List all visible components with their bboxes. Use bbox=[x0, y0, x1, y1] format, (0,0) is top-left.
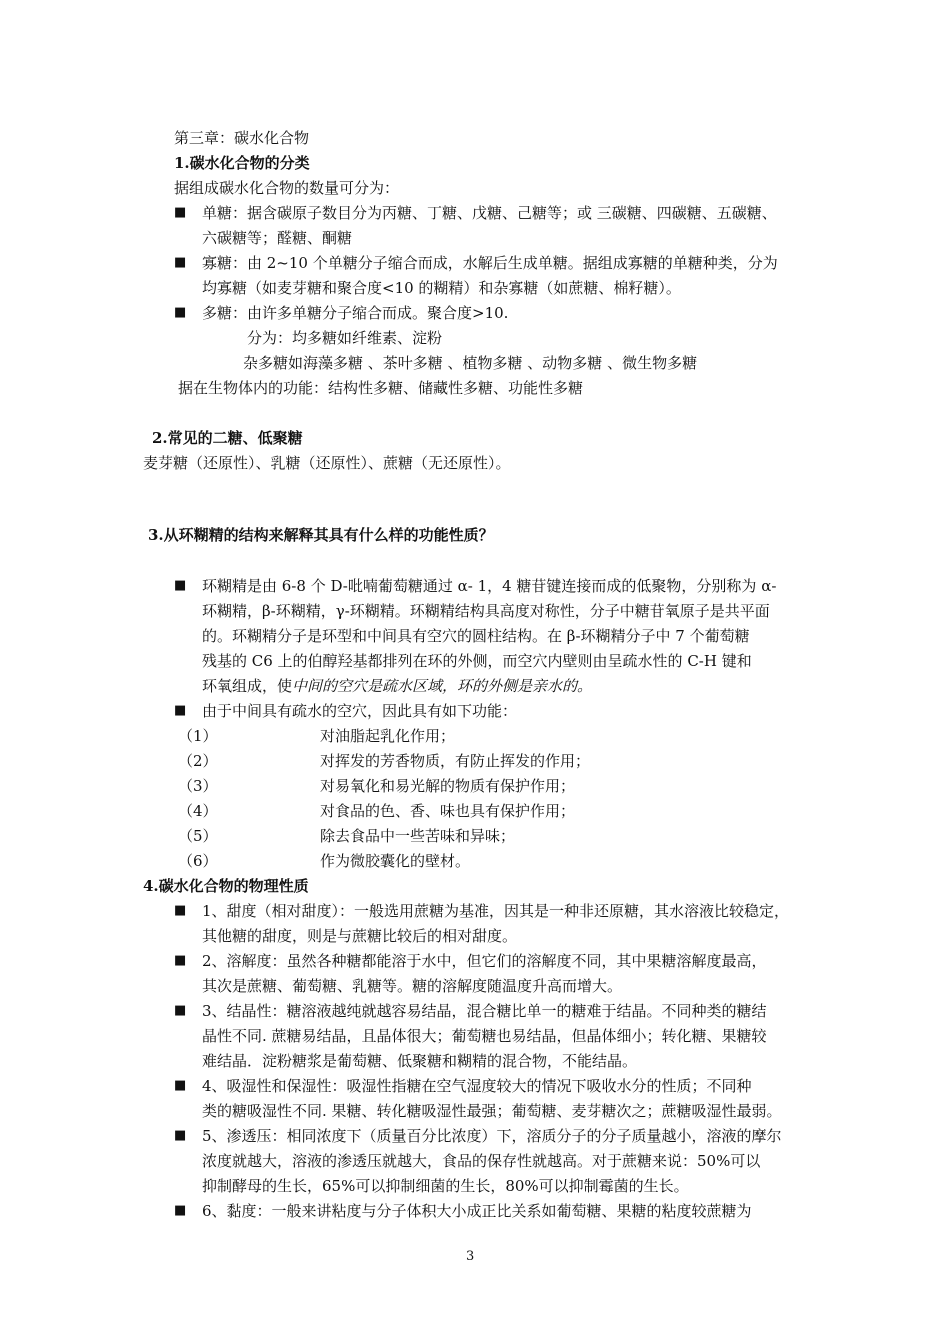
function-item-number: （2） bbox=[178, 752, 218, 770]
cyclodextrin-line-3: 的。环糊精分子是环型和中间具有空穴的圆柱结构。在 β-环糊精分子中 7 个葡萄糖 bbox=[202, 627, 750, 645]
cyclodextrin-line-4: 残基的 C6 上的伯醇羟基都排列在环的外侧，而空穴内壁则由呈疏水性的 C-H 键和 bbox=[202, 652, 752, 670]
bullet-square-icon: ■ bbox=[174, 305, 187, 320]
bullet-square-icon: ■ bbox=[174, 1078, 187, 1093]
bullet-square-icon: ■ bbox=[174, 903, 187, 918]
function-item-number: （1） bbox=[178, 727, 218, 745]
function-intro: 由于中间具有疏水的空穴，因此具有如下功能： bbox=[202, 702, 518, 720]
bullet-square-icon: ■ bbox=[174, 255, 187, 270]
hygroscopicity-line-2: 类的糖吸湿性不同. 果糖、转化糖吸湿性最强；葡萄糖、麦芽糖次之；蔗糖吸湿性最弱。 bbox=[202, 1102, 782, 1120]
function-item-number: （6） bbox=[178, 852, 218, 870]
bullet-square-icon: ■ bbox=[174, 1128, 187, 1143]
cyclodextrin-line-5-start: 环氧组成，使 bbox=[202, 677, 293, 695]
polysaccharide-line-2: 分为：均多糖如纤维素、淀粉 bbox=[247, 329, 443, 347]
function-item-number: （4） bbox=[178, 802, 218, 820]
page-number: 3 bbox=[466, 1249, 475, 1264]
section-4-heading: 4.碳水化合物的物理性质 bbox=[143, 877, 309, 895]
polysaccharide-line-1: 多糖：由许多单糖分子缩合而成。聚合度>10. bbox=[202, 304, 509, 322]
osmotic-pressure-line-2: 浓度就越大，溶液的渗透压就越大，食品的保存性就越高。对于蔗糖来说：50%可以 bbox=[202, 1152, 761, 1170]
crystallinity-line-3: 难结晶．淀粉糖浆是葡萄糖、低聚糖和糊精的混合物，不能结晶。 bbox=[202, 1052, 638, 1070]
oligosaccharide-line-1: 寡糖：由 2~10 个单糖分子缩合而成，水解后生成单糖。据组成寡糖的单糖种类，分为 bbox=[202, 254, 778, 272]
bullet-square-icon: ■ bbox=[174, 1003, 187, 1018]
monosaccharide-line-2: 六碳糖等；醛糖、酮糖 bbox=[202, 229, 353, 247]
viscosity-line-1: 6、黏度：一般来讲粘度与分子体积大小成正比关系如葡萄糖、果糖的粘度较蔗糖为 bbox=[202, 1202, 752, 1220]
function-item-number: （3） bbox=[178, 777, 218, 795]
function-item-text: 作为微胶囊化的壁材。 bbox=[320, 852, 471, 870]
function-item-text: 对食品的色、香、味也具有保护作用； bbox=[320, 802, 576, 820]
monosaccharide-line-1: 单糖：据含碳原子数目分为丙糖、丁糖、戊糖、己糖等；或 三碳糖、四碳糖、五碳糖、 bbox=[202, 204, 777, 222]
hygroscopicity-line-1: 4、吸湿性和保湿性：吸湿性指糖在空气湿度较大的情况下吸收水分的性质；不同种 bbox=[202, 1077, 752, 1095]
function-item-number: （5） bbox=[178, 827, 218, 845]
sweetness-line-2: 其他糖的甜度，则是与蔗糖比较后的相对甜度。 bbox=[202, 927, 518, 945]
section-2-heading: 2.常见的二糖、低聚糖 bbox=[152, 429, 303, 447]
function-item-text: 除去食品中一些苦味和异味； bbox=[320, 827, 516, 845]
osmotic-pressure-line-3: 抑制酵母的生长，65%可以抑制细菌的生长，80%可以抑制霉菌的生长。 bbox=[202, 1177, 689, 1195]
polysaccharide-line-3: 杂多糖如海藻多糖 、茶叶多糖 、植物多糖 、动物多糖 、微生物多糖 bbox=[243, 354, 698, 372]
solubility-line-1: 2、溶解度：虽然各种糖都能溶于水中，但它们的溶解度不同，其中果糖溶解度最高， bbox=[202, 952, 767, 970]
solubility-line-2: 其次是蔗糖、葡萄糖、乳糖等。糖的溶解度随温度升高而增大。 bbox=[202, 977, 623, 995]
function-item-text: 对挥发的芳香物质，有防止挥发的作用； bbox=[320, 752, 591, 770]
cyclodextrin-line-5 bbox=[202, 675, 592, 697]
crystallinity-line-1: 3、结晶性：糖溶液越纯就越容易结晶，混合糖比单一的糖难于结晶。不同种类的糖结 bbox=[202, 1002, 767, 1020]
bullet-square-icon: ■ bbox=[174, 205, 187, 220]
cyclodextrin-line-1: 环糊精是由 6-8 个 D-吡喃葡萄糖通过 α- 1，4 糖苷键连接而成的低聚物，分别称为 α- bbox=[202, 577, 777, 595]
section-2-line: 麦芽糖（还原性）、乳糖（还原性）、蔗糖（无还原性）。 bbox=[143, 454, 511, 472]
chapter-title: 第三章：碳水化合物 bbox=[174, 129, 310, 147]
bullet-square-icon: ■ bbox=[174, 953, 187, 968]
bullet-square-icon: ■ bbox=[174, 703, 187, 718]
bullet-square-icon: ■ bbox=[174, 578, 187, 593]
bullet-square-icon: ■ bbox=[174, 1203, 187, 1218]
section-3-heading: 3.从环糊精的结构来解释其具有什么样的功能性质？ bbox=[148, 526, 494, 544]
sweetness-line-1: 1、甜度（相对甜度）：一般选用蔗糖为基准，因其是一种非还原糖，其水溶液比较稳定， bbox=[202, 902, 790, 920]
osmotic-pressure-line-1: 5、渗透压：相同浓度下（质量百分比浓度）下，溶质分子的分子质量越小，溶液的摩尔 bbox=[202, 1127, 782, 1145]
oligosaccharide-line-2: 均寡糖（如麦芽糖和聚合度<10 的糊精）和杂寡糖（如蔗糖、棉籽糖）。 bbox=[202, 279, 681, 297]
function-item-text: 对易氧化和易光解的物质有保护作用； bbox=[320, 777, 576, 795]
cyclodextrin-line-2: 环糊精，β-环糊精，γ-环糊精。环糊精结构具高度对称性，分子中糖苷氧原子是共平面 bbox=[202, 602, 770, 620]
section-1-intro: 据组成碳水化合物的数量可分为： bbox=[174, 179, 400, 197]
function-item-text: 对油脂起乳化作用； bbox=[320, 727, 456, 745]
polysaccharide-function-line: 据在生物体内的功能：结构性多糖、储藏性多糖、功能性多糖 bbox=[178, 379, 584, 397]
cyclodextrin-line-5-emphasis: 中间的空穴是疏水区域，环的外侧是亲水的。 bbox=[292, 677, 593, 695]
section-1-heading: 1.碳水化合物的分类 bbox=[174, 154, 310, 172]
crystallinity-line-2: 晶性不同. 蔗糖易结晶，且晶体很大；葡萄糖也易结晶，但晶体细小；转化糖、果糖较 bbox=[202, 1027, 767, 1045]
